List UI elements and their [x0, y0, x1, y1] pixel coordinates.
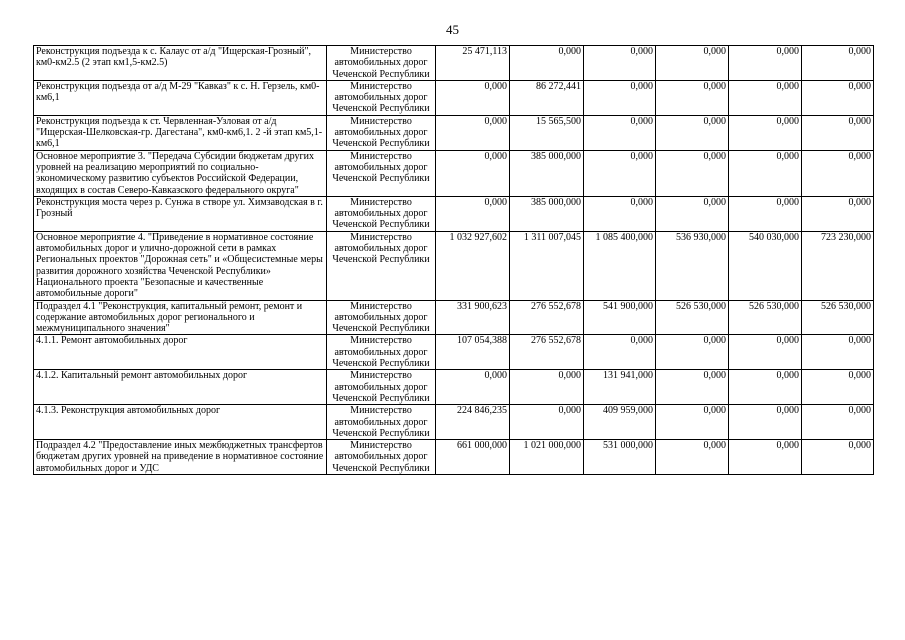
executor-cell: Министерство автомобильных дорог Чеченской Республики — [327, 80, 436, 115]
value-cell: 385 000,000 — [510, 150, 584, 196]
table-row — [34, 196, 874, 231]
value-cell: 0,000 — [436, 115, 510, 150]
value-cell: 0,000 — [729, 370, 802, 405]
value-cell: 0,000 — [656, 46, 729, 81]
executor-cell: Министерство автомобильных дорог Чеченской Республики — [327, 231, 436, 300]
value-cell: 0,000 — [802, 150, 874, 196]
value-cell: 0,000 — [729, 115, 802, 150]
value-cell: 0,000 — [802, 196, 874, 231]
executor-cell: Министерство автомобильных дорог Чеченской Республики — [327, 150, 436, 196]
value-cell: 224 846,235 — [436, 405, 510, 440]
executor-cell: Министерство автомобильных дорог Чеченской Республики — [327, 405, 436, 440]
table-row — [34, 405, 874, 440]
value-cell: 25 471,113 — [436, 46, 510, 81]
value-cell: 661 000,000 — [436, 440, 510, 475]
table-row — [34, 231, 874, 300]
value-cell: 0,000 — [584, 150, 656, 196]
value-cell: 0,000 — [802, 335, 874, 370]
value-cell: 0,000 — [656, 115, 729, 150]
value-cell: 86 272,441 — [510, 80, 584, 115]
value-cell: 1 085 400,000 — [584, 231, 656, 300]
value-cell: 131 941,000 — [584, 370, 656, 405]
value-cell: 385 000,000 — [510, 196, 584, 231]
row-name-cell: Реконструкция подъезда к ст. Червленная-Узловая от а/д "Ищерская-Шелковская-гр. Дагестана", км0-км6,1. 2 -й этап км5,1-км6,1 — [34, 115, 327, 150]
executor-cell: Министерство автомобильных дорог Чеченской Республики — [327, 370, 436, 405]
table-row — [34, 115, 874, 150]
executor-cell: Министерство автомобильных дорог Чеченской Республики — [327, 46, 436, 81]
value-cell: 536 930,000 — [656, 231, 729, 300]
table-row — [34, 335, 874, 370]
value-cell: 0,000 — [802, 46, 874, 81]
value-cell: 723 230,000 — [802, 231, 874, 300]
value-cell: 0,000 — [584, 115, 656, 150]
value-cell: 0,000 — [656, 440, 729, 475]
table-row — [34, 370, 874, 405]
value-cell: 0,000 — [729, 335, 802, 370]
value-cell: 0,000 — [436, 80, 510, 115]
value-cell: 526 530,000 — [656, 300, 729, 335]
value-cell: 540 030,000 — [729, 231, 802, 300]
value-cell: 0,000 — [656, 150, 729, 196]
executor-cell: Министерство автомобильных дорог Чеченской Республики — [327, 300, 436, 335]
value-cell: 0,000 — [729, 405, 802, 440]
row-name-cell: 4.1.1. Ремонт автомобильных дорог — [34, 335, 327, 370]
executor-cell: Министерство автомобильных дорог Чеченской Республики — [327, 335, 436, 370]
value-cell: 0,000 — [510, 405, 584, 440]
value-cell: 0,000 — [802, 405, 874, 440]
row-name-cell: Основное мероприятие 4. "Приведение в нормативное состояние автомобильных дорог и улично-дорожной сети в рамках Региональных проектов "Дорожная сеть" и «Общесистемные меры развития дорожного хозяйства Чеченской Республики» Национального проекта "Безопасные и качественные автомобильные дороги" — [34, 231, 327, 300]
value-cell: 331 900,623 — [436, 300, 510, 335]
value-cell: 0,000 — [729, 440, 802, 475]
executor-cell: Министерство автомобильных дорог Чеченской Республики — [327, 196, 436, 231]
value-cell: 0,000 — [656, 370, 729, 405]
row-name-cell: Основное мероприятие 3. "Передача Субсидии бюджетам других уровней на реализацию мероприятий по социально-экономическому развитию субъектов Российской Федерации, входящих в состав Северо-Кавказского федерального округа" — [34, 150, 327, 196]
value-cell: 0,000 — [656, 80, 729, 115]
table-row — [34, 300, 874, 335]
value-cell: 409 959,000 — [584, 405, 656, 440]
row-name-cell: Подраздел 4.1 "Реконструкция, капитальный ремонт, ремонт и содержание автомобильных дорог регионального и межмуниципального значения" — [34, 300, 327, 335]
row-name-cell: 4.1.2. Капитальный ремонт автомобильных дорог — [34, 370, 327, 405]
value-cell: 526 530,000 — [729, 300, 802, 335]
table-row — [34, 46, 874, 81]
value-cell: 15 565,500 — [510, 115, 584, 150]
executor-cell: Министерство автомобильных дорог Чеченской Республики — [327, 440, 436, 475]
value-cell: 0,000 — [510, 46, 584, 81]
value-cell: 0,000 — [802, 440, 874, 475]
table-row — [34, 440, 874, 475]
value-cell: 0,000 — [729, 196, 802, 231]
value-cell: 0,000 — [436, 370, 510, 405]
value-cell: 0,000 — [584, 80, 656, 115]
value-cell: 541 900,000 — [584, 300, 656, 335]
value-cell: 0,000 — [802, 80, 874, 115]
value-cell: 531 000,000 — [584, 440, 656, 475]
row-name-cell: 4.1.3. Реконструкция автомобильных дорог — [34, 405, 327, 440]
value-cell: 0,000 — [584, 46, 656, 81]
value-cell: 0,000 — [729, 150, 802, 196]
table-row — [34, 80, 874, 115]
row-name-cell: Подраздел 4.2 "Предоставление иных межбюджетных трансфертов бюджетам других уровней на приведение в нормативное состояние автомобильных дорог и УДС — [34, 440, 327, 475]
table-body — [34, 46, 874, 475]
value-cell: 0,000 — [802, 370, 874, 405]
row-name-cell: Реконструкция подъезда от а/д М-29 "Кавказ" к с. Н. Герзель, км0-км6,1 — [34, 80, 327, 115]
value-cell: 1 021 000,000 — [510, 440, 584, 475]
page-number: 45 — [446, 22, 459, 37]
row-name-cell: Реконструкция моста через р. Сунжа в створе ул. Химзаводская в г. Грозный — [34, 196, 327, 231]
budget-table — [33, 45, 874, 475]
value-cell: 0,000 — [729, 80, 802, 115]
row-name-cell: Реконструкция подъезда к с. Калаус от а/д "Ищерская-Грозный", км0-км2.5 (2 этап км1,5-км2.5) — [34, 46, 327, 81]
value-cell: 0,000 — [584, 196, 656, 231]
value-cell: 0,000 — [656, 335, 729, 370]
value-cell: 0,000 — [656, 196, 729, 231]
executor-cell: Министерство автомобильных дорог Чеченской Республики — [327, 115, 436, 150]
value-cell: 0,000 — [436, 150, 510, 196]
value-cell: 0,000 — [729, 46, 802, 81]
value-cell: 0,000 — [802, 115, 874, 150]
value-cell: 276 552,678 — [510, 300, 584, 335]
value-cell: 276 552,678 — [510, 335, 584, 370]
table-row — [34, 150, 874, 196]
value-cell: 1 032 927,602 — [436, 231, 510, 300]
value-cell: 107 054,388 — [436, 335, 510, 370]
value-cell: 0,000 — [510, 370, 584, 405]
value-cell: 0,000 — [584, 335, 656, 370]
value-cell: 0,000 — [656, 405, 729, 440]
value-cell: 0,000 — [436, 196, 510, 231]
value-cell: 526 530,000 — [802, 300, 874, 335]
value-cell: 1 311 007,045 — [510, 231, 584, 300]
